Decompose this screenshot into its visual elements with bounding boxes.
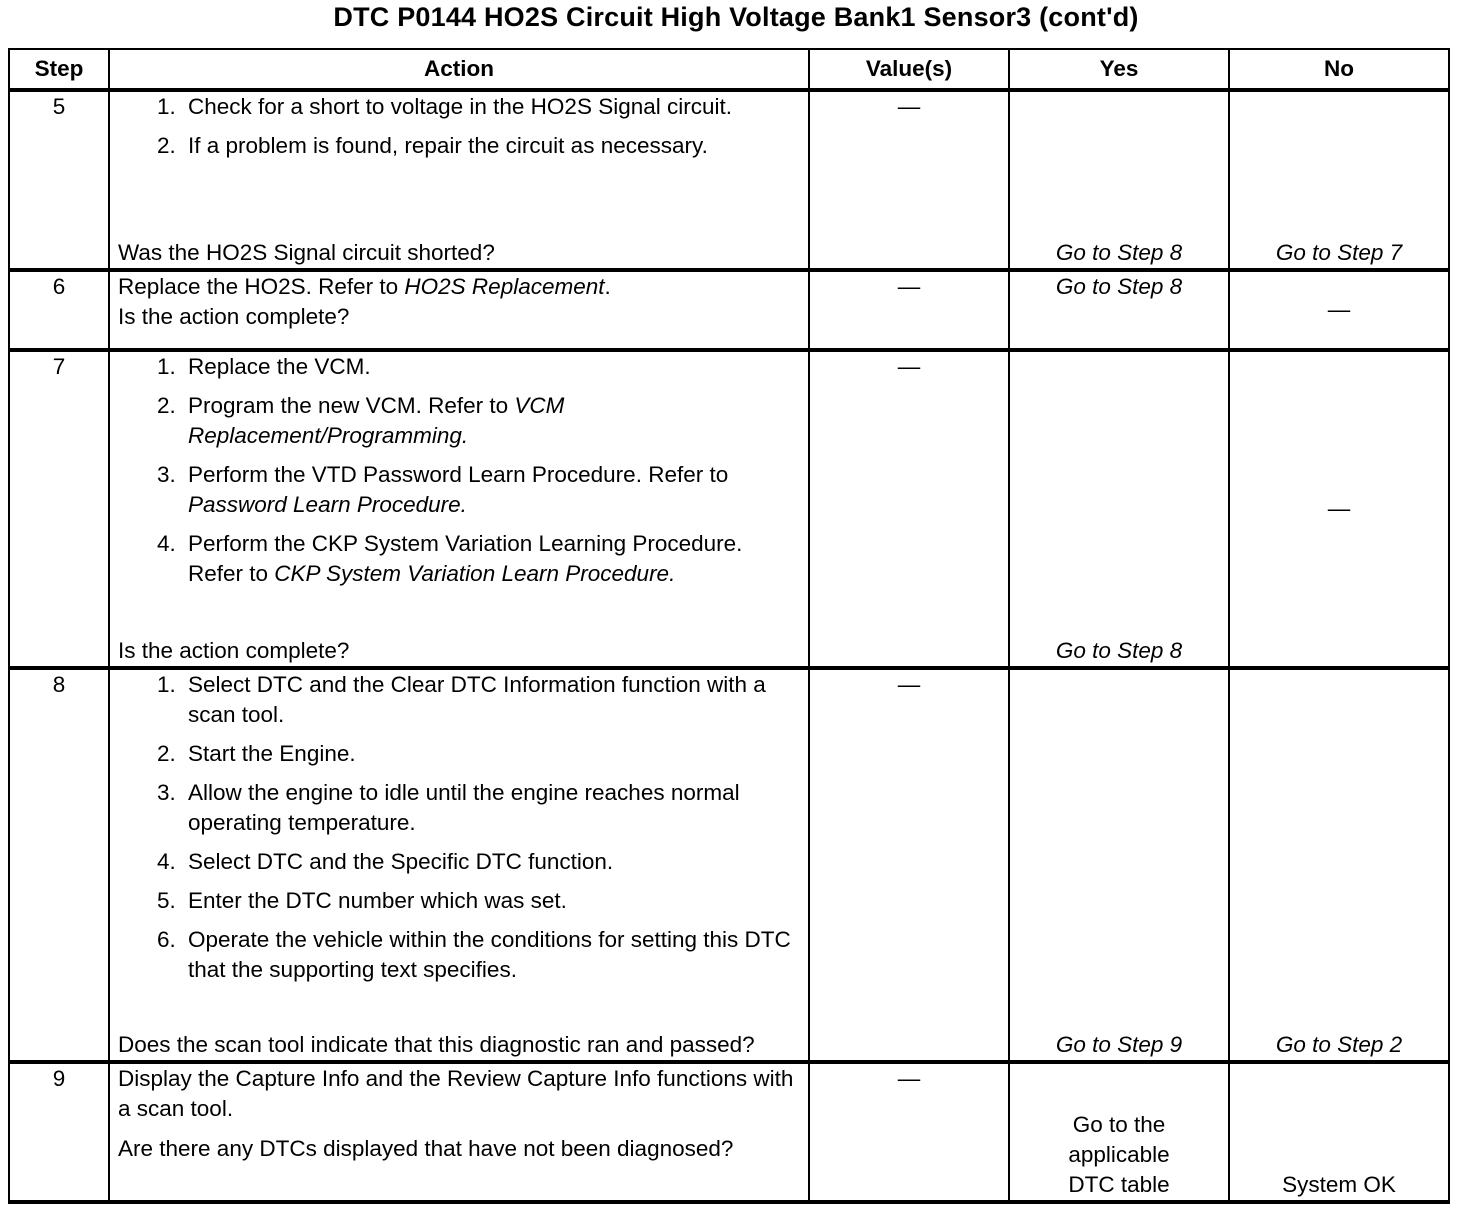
header-action: Action [109, 49, 809, 90]
table-row-step-7 [9, 350, 1449, 668]
reference-link: CKP System Variation Learn Procedure. [274, 561, 676, 586]
action-step: 1. Replace the VCM. [182, 352, 800, 382]
diagnostic-table [8, 48, 1450, 1204]
action-steps [118, 352, 800, 598]
action-cell [109, 668, 809, 1062]
yes-cell: Go to Step 8 [1009, 270, 1229, 350]
action-step: 6. Operate the vehicle within the conditions for setting this DTC that the supporting text specifies. [182, 925, 800, 985]
action-question: Is the action complete? [118, 304, 350, 329]
yes-cell: Go to Step 8 [1009, 350, 1229, 668]
header-no: No [1229, 49, 1449, 90]
step-number: 7 [9, 350, 109, 668]
header-yes: Yes [1009, 49, 1229, 90]
no-cell: — [1229, 270, 1449, 350]
action-step: 3. Allow the engine to idle until the engine reaches normal operating temperature. [182, 778, 800, 838]
action-step: 3. Perform the VTD Password Learn Procedure. Refer to Password Learn Procedure. [182, 460, 800, 520]
yes-cell: Go to Step 9 [1009, 668, 1229, 1062]
action-cell [109, 1062, 809, 1202]
yes-cell: Go to Step 8 [1009, 90, 1229, 270]
action-cell [109, 270, 809, 350]
value-cell: — [809, 270, 1009, 350]
table-row-step-6 [9, 270, 1449, 350]
action-step: 1. Select DTC and the Clear DTC Information function with a scan tool. [182, 670, 800, 730]
header-row [9, 49, 1449, 90]
reference-link: Password Learn Procedure. [188, 492, 467, 517]
table-row-step-9 [9, 1062, 1449, 1202]
value-cell: — [809, 90, 1009, 270]
action-step: 2. Start the Engine. [182, 739, 800, 769]
reference-link: HO2S Replacement [404, 274, 605, 299]
action-step: 2. Program the new VCM. Refer to VCM Replacement/Programming. [182, 391, 800, 451]
action-cell [109, 90, 809, 270]
action-question: Does the scan tool indicate that this diagnostic ran and passed? [118, 1032, 755, 1057]
reference-link: VCM Replacement/Programming. [188, 393, 565, 448]
action-question: Are there any DTCs displayed that have not been diagnosed? [118, 1136, 734, 1161]
action-question: Is the action complete? [118, 638, 350, 663]
action-step: 1. Check for a short to voltage in the HO2S Signal circuit. [182, 92, 800, 122]
page-title: DTC P0144 HO2S Circuit High Voltage Bank1 Sensor3 (cont'd) [333, 2, 1139, 32]
header-values: Value(s) [809, 49, 1009, 90]
no-cell: Go to Step 2 [1229, 668, 1449, 1062]
action-question: Was the HO2S Signal circuit shorted? [118, 240, 495, 265]
action-steps [118, 670, 800, 994]
value-cell: — [809, 1062, 1009, 1202]
yes-cell: Go to the applicable DTC table [1009, 1062, 1229, 1202]
step-number: 6 [9, 270, 109, 350]
action-text: Display the Capture Info and the Review Capture Info functions with a scan tool. [118, 1066, 794, 1121]
table-row-step-5 [9, 90, 1449, 270]
step-number: 8 [9, 668, 109, 1062]
no-cell: — [1229, 350, 1449, 668]
action-text: Replace the HO2S. Refer to HO2S Replacement. [118, 274, 611, 299]
no-cell: Go to Step 7 [1229, 90, 1449, 270]
action-step: 5. Enter the DTC number which was set. [182, 886, 800, 916]
action-step: 4. Perform the CKP System Variation Learning Procedure. Refer to CKP System Variation Learn Procedure. [182, 529, 800, 589]
value-cell: — [809, 350, 1009, 668]
no-cell: System OK [1229, 1062, 1449, 1202]
action-step: 2. If a problem is found, repair the circuit as necessary. [182, 131, 800, 161]
step-number: 9 [9, 1062, 109, 1202]
header-step: Step [9, 49, 109, 90]
action-cell [109, 350, 809, 668]
step-number: 5 [9, 90, 109, 270]
table-row-step-8 [9, 668, 1449, 1062]
value-cell: — [809, 668, 1009, 1062]
action-steps [118, 92, 800, 170]
action-step: 4. Select DTC and the Specific DTC function. [182, 847, 800, 877]
